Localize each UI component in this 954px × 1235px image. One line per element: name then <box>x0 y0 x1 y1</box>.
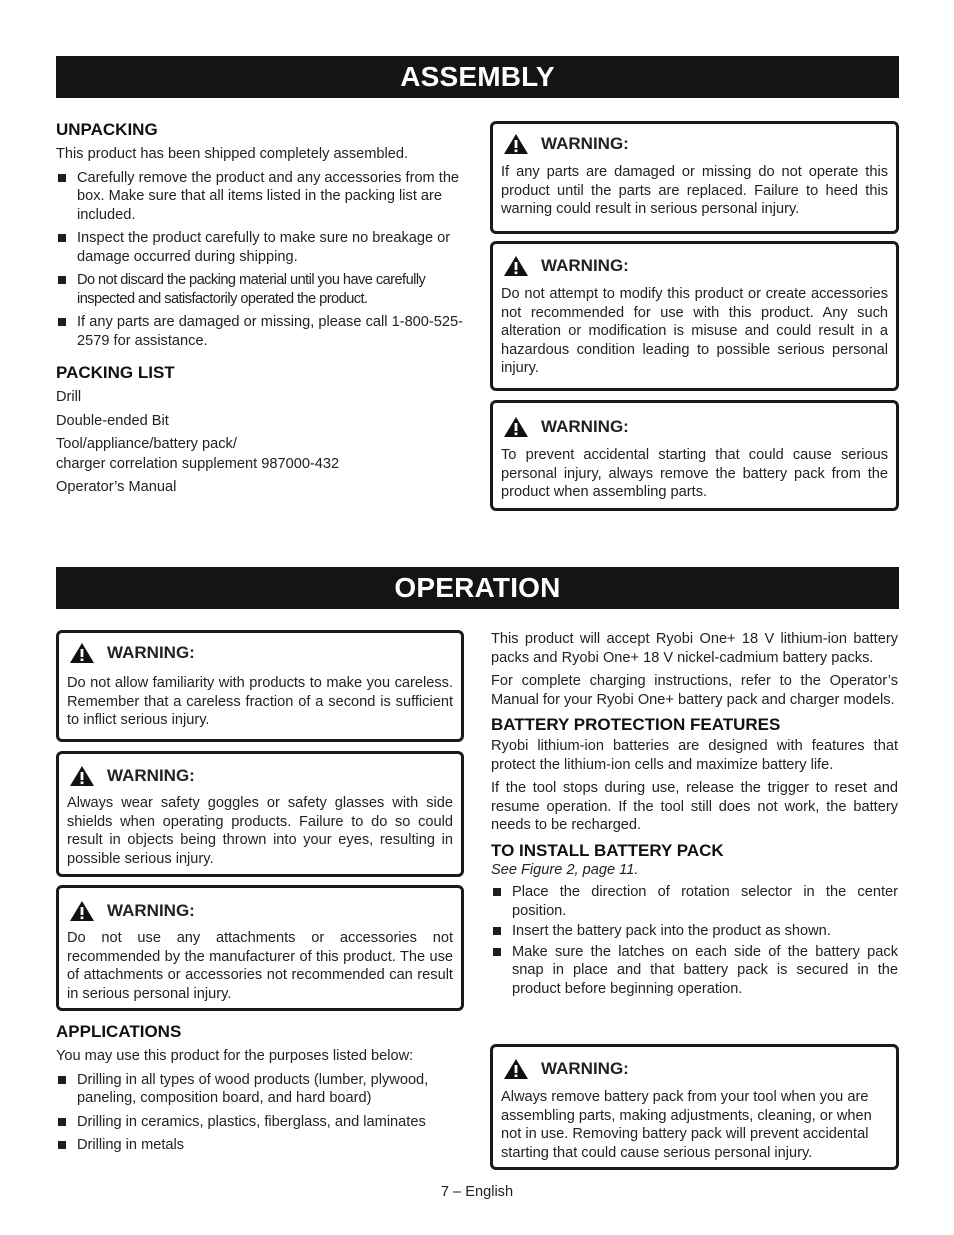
intro-paragraph: This product will accept Ryobi One+ 18 V lithium-ion battery packs and Ryobi One+ 18 V nickel-cadmium battery packs. <box>491 631 898 666</box>
warning-label: WARNING: <box>541 133 629 153</box>
applications-heading: APPLICATIONS <box>56 1022 182 1041</box>
install-bullet: Insert the battery pack into the product as shown. <box>491 922 898 941</box>
unpacking-bullet: If any parts are damaged or missing, please call 1-800-525-2579 for assistance. <box>56 313 463 350</box>
warning-label: WARNING: <box>107 642 195 662</box>
warning-box <box>56 885 464 1011</box>
operation-right-column <box>491 630 898 998</box>
applications-bullet: Drilling in ceramics, plastics, fiberglass, and laminates <box>56 1113 463 1132</box>
warning-box <box>56 751 464 877</box>
battery-protection-paragraph: Ryobi lithium-ion batteries are designed with features that protect the lithium-ion cells and maximize battery life. <box>491 738 898 773</box>
warning-text: Always wear safety goggles or safety glasses with side shields when operating products. Failure to do so could result in objects being thrown into your eyes, resulting in possible serious injury. <box>67 795 453 867</box>
warning-triangle-icon <box>69 765 95 787</box>
install-bullet: Make sure the latches on each side of the battery pack snap in place and that battery pack is secured in the product before beginning operation. <box>491 943 898 999</box>
unpacking-bullet: Inspect the product carefully to make sure no breakage or damage occurred during shipping. <box>56 229 463 266</box>
page-footer: 7 – English <box>440 1184 514 1200</box>
warning-triangle-icon <box>503 133 529 155</box>
applications-intro: You may use this product for the purposes listed below: <box>56 1048 414 1064</box>
figure-reference: See Figure 2, page 11. <box>491 861 639 878</box>
warning-label: WARNING: <box>107 765 195 785</box>
warning-label: WARNING: <box>541 416 629 436</box>
applications-section <box>56 1022 463 1155</box>
applications-bullet: Drilling in all types of wood products (lumber, plywood, paneling, composition board, and hard board) <box>56 1071 463 1108</box>
warning-triangle-icon <box>503 416 529 438</box>
packing-list-heading: PACKING LIST <box>56 363 175 382</box>
warning-box <box>490 121 899 234</box>
warning-text: Always remove battery pack from your tool when you are assembling parts, making adjustments, cleaning, or when not in use. Removing battery pack will prevent accidental starting that could cause serious personal injury. <box>501 1089 872 1161</box>
battery-protection-heading: BATTERY PROTECTION FEATURES <box>491 715 781 734</box>
assembly-banner: ASSEMBLY <box>56 56 899 98</box>
warning-text: Do not use any attachments or accessories not recommended by the manufacturer of this product. The use of attachments or accessories not recommended can result in serious personal injury. <box>67 930 453 1002</box>
warning-box <box>490 400 899 511</box>
unpacking-bullet: Carefully remove the product and any accessories from the box. Make sure that all items listed in the packing list are included. <box>56 169 463 225</box>
warning-triangle-icon <box>69 642 95 664</box>
battery-protection-paragraph: If the tool stops during use, release the trigger to reset and resume operation. If the tool still does not work, the battery needs to be recharged. <box>491 780 898 833</box>
warning-text: Do not attempt to modify this product or create accessories not recommended for use with this product. Any such alteration or modification is misuse and could result in a hazardous condition leading to possible serious personal injury. <box>501 286 888 376</box>
packing-item: Operator’s Manual <box>56 479 177 495</box>
unpacking-heading: UNPACKING <box>56 120 158 139</box>
warning-label: WARNING: <box>107 900 195 920</box>
install-bullet: Place the direction of rotation selector in the center position. <box>491 883 898 920</box>
warning-text: To prevent accidental starting that could cause serious personal injury, always remove the battery pack from the product when assembling parts. <box>501 447 888 500</box>
intro-paragraph: For complete charging instructions, refer to the Operator’s Manual for your Ryobi One+ battery pack and charger models. <box>491 673 898 708</box>
warning-label: WARNING: <box>541 255 629 275</box>
install-battery-heading: TO INSTALL BATTERY PACK <box>491 840 724 860</box>
warning-box <box>490 241 899 391</box>
unpacking-intro: This product has been shipped completely assembled. <box>56 146 409 162</box>
warning-triangle-icon <box>69 900 95 922</box>
applications-bullet: Drilling in metals <box>56 1136 463 1155</box>
operation-banner: OPERATION <box>56 567 899 609</box>
warning-label: WARNING: <box>541 1058 629 1078</box>
warning-triangle-icon <box>503 255 529 277</box>
packing-item: Drill <box>56 389 82 405</box>
assembly-left-column <box>56 120 463 497</box>
warning-text: If any parts are damaged or missing do not operate this product until the parts are replaced. Failure to heed this warning could result in serious personal injury. <box>501 164 888 217</box>
unpacking-bullet: Do not discard the packing material until you have carefully inspected and satisfactorily operated the product. <box>56 271 463 308</box>
warning-text: Do not allow familiarity with products to make you careless. Remember that a careless fraction of a second is sufficient to inflict serious injury. <box>67 675 453 728</box>
packing-item: Double-ended Bit <box>56 412 169 429</box>
warning-box <box>490 1044 899 1170</box>
warning-box <box>56 630 464 742</box>
packing-item: Tool/appliance/battery pack/ <box>56 436 237 452</box>
packing-item: charger correlation supplement 987000-432 <box>56 455 340 472</box>
warning-triangle-icon <box>503 1058 529 1080</box>
